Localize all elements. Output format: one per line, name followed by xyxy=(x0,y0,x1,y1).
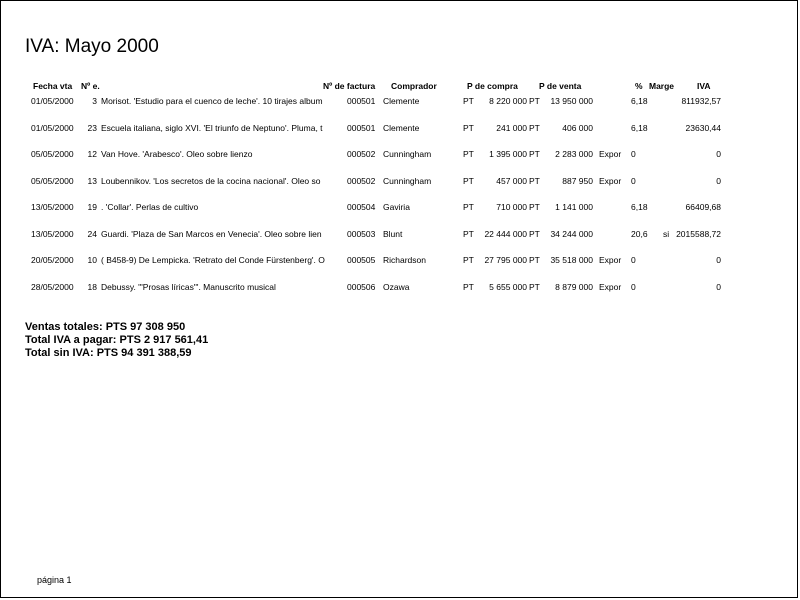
cell-cur2: PT xyxy=(529,122,540,133)
cell-num: 18 xyxy=(87,281,97,292)
cell-pcompra: 457 000 xyxy=(496,175,527,186)
cell-desc: Escuela italiana, siglo XVI. 'El triunfo de Neptuno'. Pluma, t xyxy=(101,122,323,133)
cell-desc: Guardi. 'Plaza de San Marcos en Venecia'. Oleo sobre lien xyxy=(101,228,322,239)
cell-pct: 0 xyxy=(631,255,636,265)
cell-num: 23 xyxy=(87,122,97,133)
cell-iva: 0 xyxy=(716,175,721,186)
table-row xyxy=(1,96,799,110)
cell-cur2: PT xyxy=(529,255,540,265)
total-ventas: Ventas totales: PTS 97 308 950 xyxy=(25,321,186,333)
cell-pventa: 13 950 000 xyxy=(550,96,593,106)
cell-iva: 0 xyxy=(716,255,721,265)
cell-iva: 23630,44 xyxy=(685,122,721,133)
cell-cur1: PT xyxy=(463,122,474,133)
cell-pventa: 34 244 000 xyxy=(550,228,593,239)
cell-comprador: Clemente xyxy=(383,96,420,106)
cell-desc: Morisot. 'Estudio para el cuenco de leche'. 10 tirajes album xyxy=(101,96,323,106)
cell-pct: 20,6 xyxy=(631,228,648,239)
cell-factura: 000503 xyxy=(347,228,376,239)
cell-comprador: Cunningham xyxy=(383,175,432,186)
cell-fecha: 13/05/2000 xyxy=(31,228,74,239)
cell-desc: Van Hove. 'Arabesco'. Oleo sobre lienzo xyxy=(101,149,253,159)
cell-marge: si xyxy=(663,228,670,239)
col-pcompra: P de compra xyxy=(467,81,518,91)
cell-comprador: Gaviria xyxy=(383,202,410,212)
cell-desc: ( B458-9) De Lempicka. 'Retrato del Conde Fürstenberg'. O xyxy=(101,255,325,265)
cell-cur1: PT xyxy=(463,255,474,265)
col-iva: IVA xyxy=(697,81,711,91)
cell-expor: Expor xyxy=(599,175,622,186)
cell-pventa: 8 879 000 xyxy=(555,281,593,292)
col-marge: Marge xyxy=(649,81,675,91)
cell-pventa: 887 950 xyxy=(562,175,593,186)
cell-desc: Loubennikov. 'Los secretos de la cocina nacional'. Oleo so xyxy=(101,175,321,186)
cell-comprador: Richardson xyxy=(383,255,426,265)
cell-pcompra: 1 395 000 xyxy=(489,149,527,159)
cell-num: 10 xyxy=(87,255,97,265)
cell-pventa: 2 283 000 xyxy=(555,149,593,159)
table-row xyxy=(1,255,799,269)
cell-desc: Debussy. '"Prosas líricas"'. Manuscrito musical xyxy=(101,281,276,292)
cell-cur1: PT xyxy=(463,202,474,212)
total-iva: Total IVA a pagar: PTS 2 917 561,41 xyxy=(25,334,209,346)
cell-num: 19 xyxy=(87,202,97,212)
cell-num: 12 xyxy=(87,149,97,159)
cell-factura: 000504 xyxy=(347,202,376,212)
col-pventa: P de venta xyxy=(539,81,582,91)
cell-comprador: Ozawa xyxy=(383,281,410,292)
cell-pct: 6,18 xyxy=(631,202,648,212)
cell-pct: 0 xyxy=(631,149,636,159)
table-row xyxy=(1,202,799,216)
cell-fecha: 01/05/2000 xyxy=(31,96,74,106)
table-row xyxy=(1,282,799,296)
cell-comprador: Cunningham xyxy=(383,149,432,159)
cell-fecha: 05/05/2000 xyxy=(31,149,74,159)
cell-factura: 000505 xyxy=(347,255,376,265)
cell-cur2: PT xyxy=(529,202,540,212)
cell-pcompra: 5 655 000 xyxy=(489,281,527,292)
cell-fecha: 28/05/2000 xyxy=(31,281,74,292)
col-factura: Nº de factura xyxy=(323,81,376,91)
cell-pct: 0 xyxy=(631,281,636,292)
cell-expor: Expor xyxy=(599,255,622,265)
cell-cur2: PT xyxy=(529,175,540,186)
cell-iva: 0 xyxy=(716,281,721,292)
cell-pcompra: 710 000 xyxy=(496,202,527,212)
cell-cur1: PT xyxy=(463,175,474,186)
cell-pcompra: 27 795 000 xyxy=(484,255,527,265)
cell-iva: 811932,57 xyxy=(681,96,721,106)
cell-pcompra: 8 220 000 xyxy=(489,96,527,106)
cell-pventa: 35 518 000 xyxy=(550,255,593,265)
cell-iva: 0 xyxy=(716,149,721,159)
cell-pcompra: 241 000 xyxy=(496,122,527,133)
col-pct: % xyxy=(635,81,643,91)
cell-pventa: 406 000 xyxy=(562,122,593,133)
cell-pct: 6,18 xyxy=(631,122,648,133)
cell-factura: 000506 xyxy=(347,281,376,292)
table-row xyxy=(1,149,799,163)
cell-expor: Expor xyxy=(599,281,622,292)
cell-fecha: 05/05/2000 xyxy=(31,175,74,186)
cell-cur2: PT xyxy=(529,228,540,239)
table-row xyxy=(1,229,799,243)
table-row xyxy=(1,176,799,190)
report-title: IVA: Mayo 2000 xyxy=(25,36,159,57)
col-num: Nº e. xyxy=(81,81,100,91)
cell-cur2: PT xyxy=(529,96,540,106)
cell-num: 24 xyxy=(87,228,97,239)
cell-pct: 6,18 xyxy=(631,96,648,106)
cell-cur1: PT xyxy=(463,281,474,292)
total-sin-iva: Total sin IVA: PTS 94 391 388,59 xyxy=(25,347,192,359)
cell-factura: 000502 xyxy=(347,149,376,159)
cell-desc: . 'Collar'. Perlas de cultivo xyxy=(101,202,199,212)
cell-comprador: Blunt xyxy=(383,228,403,239)
cell-factura: 000501 xyxy=(347,96,376,106)
cell-cur1: PT xyxy=(463,149,474,159)
cell-pcompra: 22 444 000 xyxy=(484,228,527,239)
cell-pct: 0 xyxy=(631,175,636,186)
cell-cur2: PT xyxy=(529,281,540,292)
cell-cur2: PT xyxy=(529,149,540,159)
cell-comprador: Clemente xyxy=(383,122,420,133)
table-row xyxy=(1,123,799,137)
totals-block xyxy=(25,321,208,360)
cell-num: 3 xyxy=(92,96,97,106)
cell-num: 13 xyxy=(87,175,97,186)
cell-expor: Expor xyxy=(599,149,622,159)
cell-iva: 66409,68 xyxy=(685,202,721,212)
cell-pventa: 1 141 000 xyxy=(555,202,593,212)
cell-factura: 000501 xyxy=(347,122,376,133)
col-fecha: Fecha vta xyxy=(33,81,73,91)
page-number: página 1 xyxy=(37,575,72,585)
cell-factura: 000502 xyxy=(347,175,376,186)
cell-fecha: 20/05/2000 xyxy=(31,255,74,265)
cell-cur1: PT xyxy=(463,96,474,106)
cell-iva: 2015588,72 xyxy=(676,228,721,239)
col-comprador: Comprador xyxy=(391,81,437,91)
cell-fecha: 01/05/2000 xyxy=(31,122,74,133)
cell-fecha: 13/05/2000 xyxy=(31,202,74,212)
cell-cur1: PT xyxy=(463,228,474,239)
